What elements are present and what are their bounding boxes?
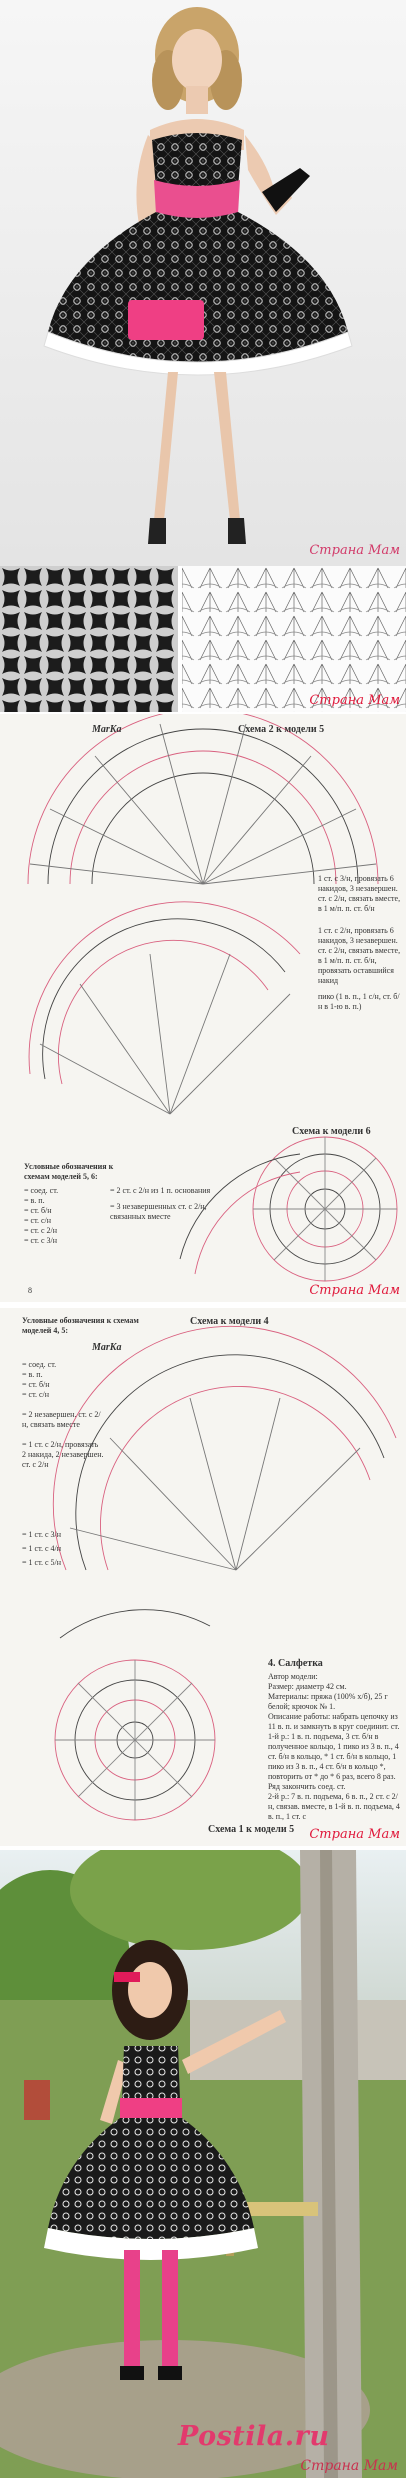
scheme-note-1: 1 ст. с 3/н, провязать 6 накидов, 3 незавершен. ст. с 2/н, связать вместе, в 1 м/п. п. ст. б/н (318, 874, 401, 913)
legend-item: = ст. с 3/н (24, 1236, 58, 1245)
article-description: Описание работы: набрать цепочку из 11 в. п. и замкнуть в круг соединит. ст. (268, 1712, 400, 1731)
scheme-title: Схема 2 к модели 5 (238, 724, 325, 735)
legend-list (24, 1186, 104, 1246)
crochet-scheme-models-4-5 (0, 1308, 406, 1846)
legend-item: = ст. б/н (24, 1206, 52, 1215)
scheme-note-2: 1 ст. с 2/н, провязать 6 накидов, 3 незавершен. ст. с 2/н, связать вместе, в 1 м/п. п. ст. б/н, провязать оставшийся накид (318, 926, 401, 985)
photo-woman-dress (0, 0, 406, 566)
legend-item: = в. п. (24, 1196, 45, 1205)
marka-label: MarKa (92, 724, 122, 735)
legend-item: = 1 ст. с 2/н, провязать 2 накида, 2 незавершен. ст. с 2/н (22, 1440, 104, 1469)
article-materials: Материалы: пряжа (100% х/б), 25 г белой; крючок № 1. (268, 1692, 388, 1711)
legend-item: = ст. б/н (22, 1380, 50, 1389)
legend-item: = в. п. (22, 1370, 43, 1379)
page-number: 8 (28, 1286, 32, 1295)
legend-list (22, 1360, 104, 1568)
legend-item: = 2 ст. с 2/н из 1 п. основания (110, 1186, 211, 1195)
legend-title: Условные обозначения к схемам моделей 4, 5: (22, 1316, 139, 1335)
legend-item: = соед. ст. (24, 1186, 59, 1195)
marka-label: MarKa (92, 1342, 122, 1353)
article-text (268, 1672, 402, 1822)
legend-item: = 1 ст. с 4/н (22, 1544, 62, 1553)
legend-item: = 2 незавершен. ст. с 2/н, связать вместе (22, 1410, 101, 1429)
article-title: 4. Салфетка (268, 1658, 323, 1669)
scheme-c-title: Схема 1 к модели 5 (208, 1824, 295, 1835)
photo-girl-dress (0, 1850, 406, 2478)
watermark: Страна Мам (309, 1827, 400, 1842)
crochet-scheme-models-5-6 (0, 714, 406, 1302)
legend-item: = ст. с/н (24, 1216, 52, 1225)
scheme-b-title: Схема к модели 6 (292, 1126, 371, 1137)
article-size: Размер: диаметр 42 см. (268, 1682, 347, 1691)
legend-item: = соед. ст. (22, 1360, 57, 1369)
girl-dress-image (0, 1850, 406, 2478)
legend-item: = ст. с/н (22, 1390, 50, 1399)
article-rows-2: 2-й р.: 7 в. п. подъема, 6 в. п., 2 ст. с 2/н, связав. вместе, в 1-й в. п. подъема, 4 в. п., 1 ст. с (268, 1792, 400, 1821)
article-author: Автор модели: (268, 1672, 318, 1681)
legend-item: = 1 ст. с 5/н (22, 1558, 62, 1567)
woman-dress-image (0, 0, 406, 566)
legend-title: Условные обозначения к схемам моделей 5, 6: (24, 1162, 114, 1181)
watermark: Страна Мам (309, 1283, 400, 1298)
article-rows: 1-й р.: 1 в. п. подъема, 3 ст. б/н в полученное кольцо, 1 пико из 3 в. п., 4 ст. б/н в кольцо, * 1 ст. б/н в кольцо, 1 пико из 3 в. п., 4 ст. б/н в кольцо *, повторить от * до * 6 раз, всего 8 раз. Ряд закончить соед. ст. (268, 1732, 399, 1791)
legend-item: = 3 незавершенных ст. с 2/н, связанных вместе (110, 1202, 207, 1221)
legend-item: = 1 ст. с 3/н (22, 1530, 62, 1539)
scheme-note-3: пико (1 в. п., 1 с/н, ст. б/н в 1-ю в. п.) (318, 992, 400, 1011)
lace-panel (0, 566, 406, 712)
watermark: Страна Мам (309, 693, 400, 708)
postila-logo[interactable]: Postila.ru (178, 2421, 330, 2452)
legend-item: = ст. с 2/н (24, 1226, 58, 1235)
site-logo[interactable] (0, 2416, 406, 2478)
scheme-title: Схема к модели 4 (190, 1316, 269, 1327)
watermark: Страна Мам (309, 543, 400, 558)
lace-closeup-image (0, 566, 406, 712)
legend-right (110, 1186, 240, 1222)
watermark: Страна Мам (300, 2458, 398, 2474)
